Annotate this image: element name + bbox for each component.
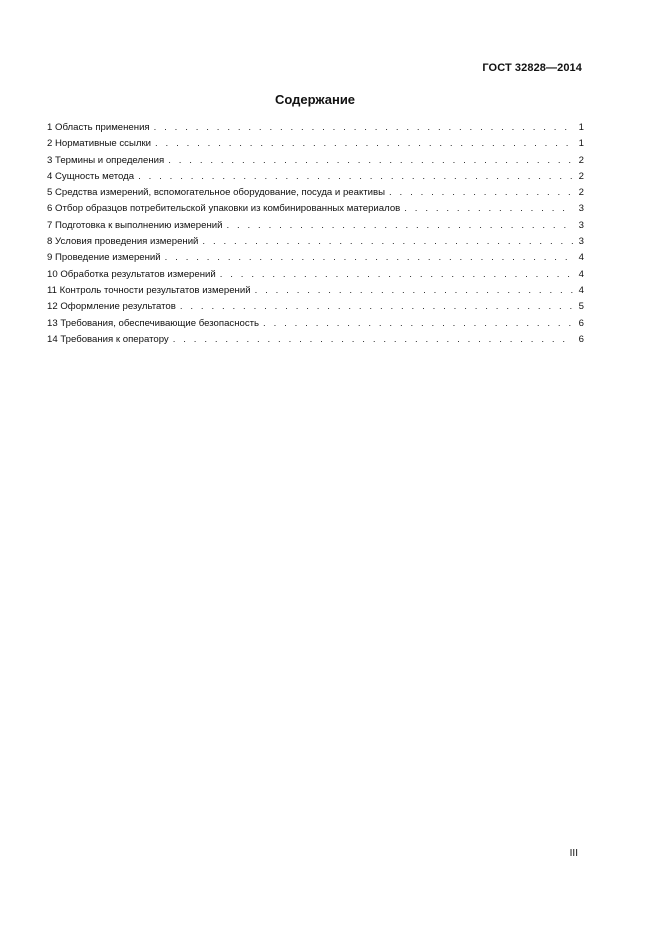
- toc-leader-dots: [220, 267, 573, 283]
- toc-leader-dots: [263, 316, 573, 332]
- toc-entry[interactable]: [47, 316, 584, 332]
- toc-entry[interactable]: [47, 332, 584, 348]
- toc-leader-dots: [202, 234, 573, 250]
- toc-entry-title: 8 Условия проведения измерений: [47, 236, 199, 248]
- toc-entry[interactable]: [47, 267, 584, 283]
- toc-entry[interactable]: [47, 120, 584, 136]
- toc-entry-page: 3: [578, 203, 584, 215]
- toc-entry-title: 5 Средства измерений, вспомогательное оборудование, посуда и реактивы: [47, 187, 386, 199]
- toc-entry-title: 6 Отбор образцов потребительской упаковки из комбинированных материалов: [47, 203, 401, 215]
- toc-leader-dots: [255, 283, 573, 299]
- toc-entry[interactable]: [47, 234, 584, 250]
- toc-leader-dots: [389, 185, 573, 201]
- toc-entry-title: 14 Требования к оператору: [47, 333, 169, 345]
- toc-list: [47, 120, 584, 348]
- toc-entry-title: 10 Обработка результатов измерений: [47, 268, 216, 280]
- toc-entry-title: 7 Подготовка к выполнению измерений: [47, 219, 223, 231]
- toc-entry[interactable]: [47, 283, 584, 299]
- toc-leader-dots: [404, 201, 573, 217]
- toc-entry[interactable]: [47, 250, 584, 266]
- toc-leader-dots: [168, 153, 573, 169]
- toc-leader-dots: [173, 332, 573, 348]
- toc-leader-dots: [165, 250, 573, 266]
- toc-entry-page: 6: [578, 317, 584, 329]
- toc-entry-page: 2: [578, 170, 584, 182]
- toc-entry-page: 4: [578, 268, 584, 280]
- toc-leader-dots: [180, 299, 573, 315]
- toc-entry-page: 5: [578, 301, 584, 313]
- toc-entry-page: 3: [578, 236, 584, 248]
- toc-entry-title: 9 Проведение измерений: [47, 252, 161, 264]
- toc-entry[interactable]: [47, 153, 584, 169]
- toc-entry-title: 12 Оформление результатов: [47, 301, 176, 313]
- toc-entry-title: 1 Область применения: [47, 122, 150, 133]
- toc-entry[interactable]: [47, 218, 584, 234]
- toc-entry-page: 2: [578, 154, 584, 166]
- toc-leader-dots: [155, 136, 573, 152]
- toc-entry-page: 1: [578, 138, 584, 150]
- toc-leader-dots: [154, 120, 573, 136]
- toc-entry-title: 3 Термины и определения: [47, 154, 165, 166]
- toc-entry-title: 2 Нормативные ссылки: [47, 138, 152, 150]
- toc-entry-page: 2: [578, 187, 584, 199]
- toc-entry-title: 4 Сущность метода: [47, 170, 135, 182]
- toc-entry[interactable]: [47, 185, 584, 201]
- document-code: ГОСТ 32828—2014: [482, 62, 582, 74]
- toc-entry-page: 3: [578, 219, 584, 231]
- toc-entry-page: 1: [578, 122, 584, 133]
- toc-leader-dots: [226, 218, 573, 234]
- toc-entry-title: 11 Контроль точности результатов измерений: [47, 284, 251, 296]
- toc-entry-page: 6: [578, 333, 584, 345]
- page-number: III: [569, 848, 578, 859]
- toc-entry-page: 4: [578, 284, 584, 296]
- toc-leader-dots: [138, 169, 573, 185]
- toc-entry[interactable]: [47, 136, 584, 152]
- toc-entry-page: 4: [578, 252, 584, 264]
- toc-title: Содержание: [274, 92, 356, 107]
- toc-entry[interactable]: [47, 201, 584, 217]
- toc-entry[interactable]: [47, 299, 584, 315]
- toc-entry-title: 13 Требования, обеспечивающие безопасность: [47, 317, 260, 329]
- toc-entry[interactable]: [47, 169, 584, 185]
